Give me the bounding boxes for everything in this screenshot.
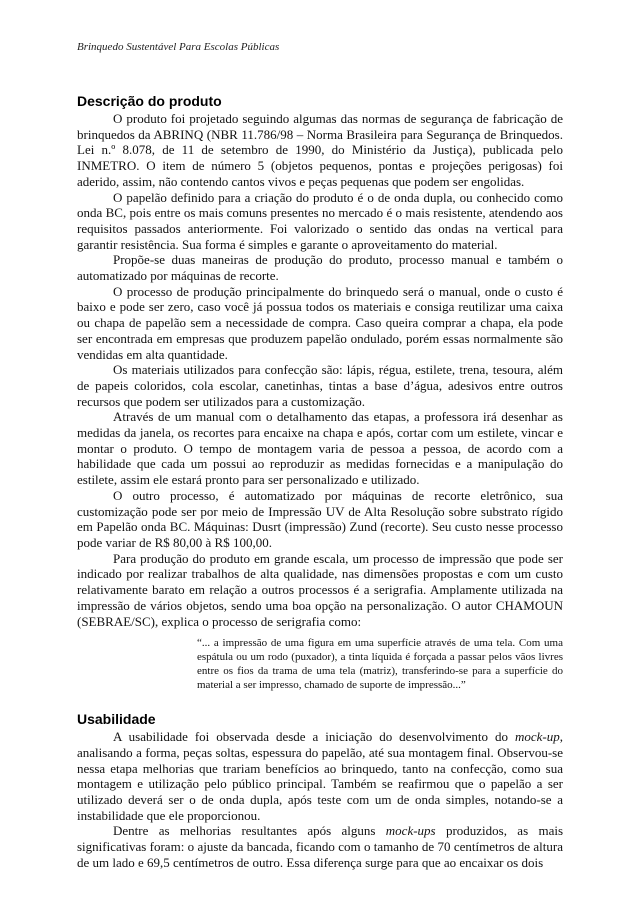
paragraph: O produto foi projetado seguindo algumas das normas de segurança de fabricação de brinquedos da ABRINQ (NBR 11.786/98 – Norma Brasileira para Segurança de Brinquedos. Lei n.º 8.078, de 11 de setembro de 1990, do Ministério da Justiça), publicada pelo INMETRO. O item de número 5 (objetos pequenos, pontas e projeções perigosas) foi aderido, assim, não contendo cantos vivos e peças pequenas que podem ser engolidas. [77,111,563,189]
paragraph: Os materiais utilizados para confecção são: lápis, régua, estilete, trena, tesoura, além de papeis coloridos, cola escolar, canetinhas, tintas a base d’água, adesivos entre outros recursos que podem ser utilizados para a customização. [77,362,563,409]
block-quote: “... a impressão de uma figura em uma superfície através de uma tela. Com uma espátula ou um rodo (puxador), a tinta líquida é forçada a passar pelos vãos livres entre os fios da trama de uma tela (matriz), transferindo-se para a superfície do material a ser impresso, chamado de suporte de impressão...” [197,637,563,692]
paragraph [77,729,563,823]
emphasis-term: mock-up [514,729,560,745]
section-heading: Usabilidade [77,711,156,728]
document-body [77,93,563,871]
paragraph: Para produção do produto em grande escala, um processo de impressão que pode ser indicado por realizar trabalhos de alta qualidade, nas dimensões propostas e com um custo relativamente barato em relação a outros processos é a serigrafia. Amplamente utilizada na impressão de vários objetos, sendo uma boa opção na personalização. O autor CHAMOUN (SEBRAE/SC), explica o processo de serigrafia como: [77,550,563,629]
section-heading: Descrição do produto [77,93,222,109]
paragraph-text: Dentre as melhorias resultantes após alguns [113,823,386,839]
emphasis-term: mock-ups [385,823,436,839]
section-descricao [77,93,563,692]
paragraph [77,823,563,870]
paragraph: Propõe-se duas maneiras de produção do produto, processo manual e também o automatizado por máquinas de recorte. [77,252,563,284]
paragraph-text: , analisando a forma, peças soltas, espessura do papelão, até sua montagem final. Observou-se nessa etapa melhorias que trariam benefícios ao brinquedo, tanto na confecção, como sua montagem e utilização pelo público principal. Também se reafirmou que o papelão a ser utilizado deverá ser o de onda dupla, após teste com um de onda simples, notando-se a instabilidade que ele proporcionou. [77,729,563,823]
paragraph: O processo de produção principalmente do brinquedo será o manual, onde o custo é baixo e pode ser zero, caso você já possua todos os materiais e consiga reutilizar uma caixa ou chapa de papelão sem a necessidade de compra. Caso queira comprar a chapa, ela pode ser encontrada em empresas que produzem papelão ondulado, porém essas normalmente são vendidas em alta quantidade. [77,283,563,362]
paragraph: Através de um manual com o detalhamento das etapas, a professora irá desenhar as medidas da janela, os recortes para encaixe na chapa e após, cortar com um estilete, vincar e montar o produto. O tempo de montagem varia de pessoa a pessoa, de acordo com a habilidade que cada um possui ao reproduzir as medidas fornecidas e a manipulação do estilete, assim ele estará pronto para ser personalizado e utilizado. [77,409,563,488]
paragraph-text: A usabilidade foi observada desde a iniciação do desenvolvimento do [113,729,515,745]
section-usabilidade [77,711,563,870]
paragraph: O papelão definido para a criação do produto é o de onda dupla, ou conhecido como onda BC, pois entre os mais comuns presentes no mercado é o mais resistente, atendendo aos requisitos passados anteriormente. Foi valorizado o sentido das ondas na vertical para garantir resistência. Sua forma é simples e garante o aproveitamento do material. [77,189,563,252]
running-header: Brinquedo Sustentável Para Escolas Públicas [77,41,280,53]
paragraph-text: produzidos, as mais significativas foram: o ajuste da bancada, ficando com o tamanho de 70 centímetros de altura de um lado e 69,5 centímetros de outro. Essa diferença surge para que ao encaixar os dois [77,823,564,870]
paragraph: O outro processo, é automatizado por máquinas de recorte eletrônico, sua customização pode ser por meio de Impressão UV de Alta Resolução sobre substrato rígido em Papelão onda BC. Máquinas: Dusrt (impressão) Zund (recorte). Seu custo nesse processo pode variar de R$ 80,00 à R$ 100,00. [77,487,563,550]
